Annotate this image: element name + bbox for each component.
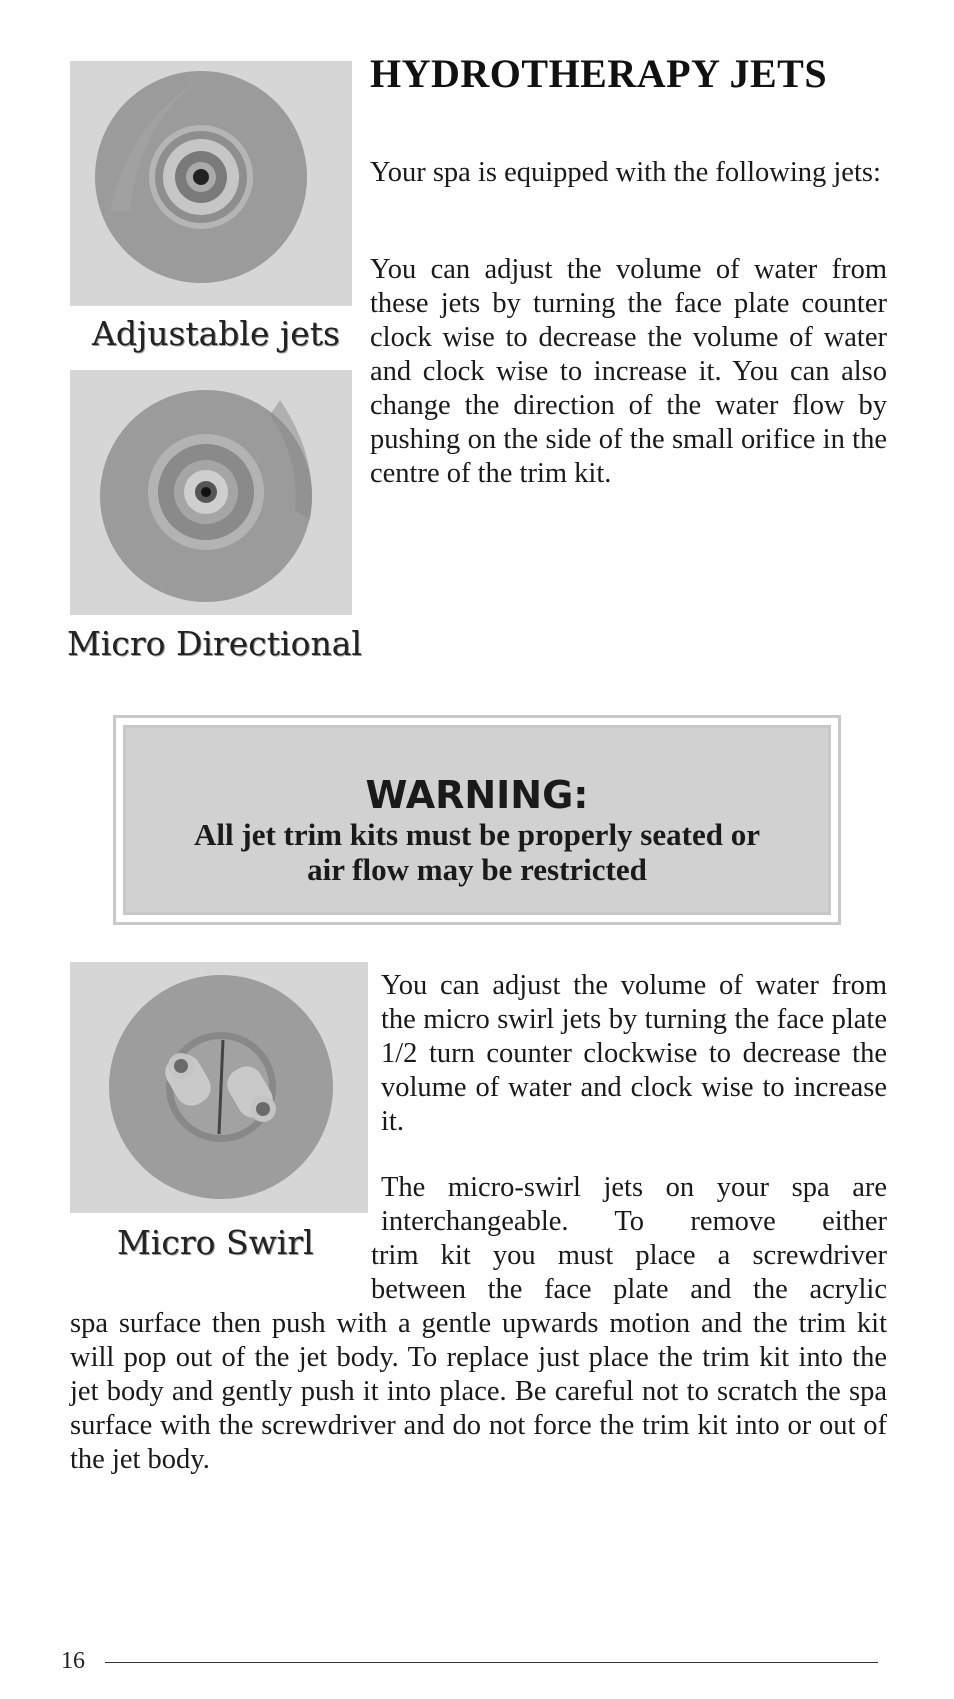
warning-inner-panel bbox=[123, 725, 831, 915]
removal-paragraph-rest: spa surface then push with a gentle upwards motion and the trim kit will pop out of the jet body. To replace just place the trim kit into the jet body and gently push it into place. Be careful not to scratch the spa surface with the screwdriver and do not force the trim kit into or out of the jet body. bbox=[70, 1308, 887, 1475]
swirl-adjustment-paragraph: You can adjust the volume of water from the micro swirl jets by turning the face plate 1/2 turn counter clockwise to decrease the volume of water and clock wise to increase it. bbox=[381, 970, 887, 1137]
micro-swirl-jet-icon bbox=[70, 962, 368, 1213]
removal-line-1: The micro-swirl jets on your spa are bbox=[381, 1172, 887, 1203]
warning-title: WARNING: bbox=[365, 773, 589, 817]
micro-directional-caption: Micro Directional bbox=[67, 624, 362, 663]
page-title: HYDROTHERAPY JETS bbox=[370, 51, 828, 96]
page-number: 16 bbox=[61, 1648, 85, 1674]
micro-swirl-jet-photo bbox=[70, 962, 368, 1213]
adjustment-paragraph: You can adjust the volume of water from these jets by turning the face plate counter clock wise to decrease the volume of water and clock wise to increase it. You can also change the direction of the water flow by pushing on the side of the small orifice in the centre of the trim kit. bbox=[370, 254, 887, 489]
warning-line-1: All jet trim kits must be properly seated or bbox=[194, 817, 760, 852]
adjustable-jets-caption: Adjustable jets bbox=[92, 314, 340, 353]
adjustable-jet-photo bbox=[70, 61, 352, 306]
warning-line-2: air flow may be restricted bbox=[307, 852, 647, 887]
removal-line-2: interchangeable. To remove either bbox=[381, 1206, 887, 1237]
micro-swirl-caption: Micro Swirl bbox=[117, 1223, 314, 1262]
intro-paragraph: Your spa is equipped with the following jets: bbox=[370, 157, 881, 188]
micro-directional-jet-photo bbox=[70, 370, 352, 615]
removal-line-4: between the face plate and the acrylic bbox=[371, 1274, 887, 1305]
warning-box bbox=[113, 715, 841, 925]
removal-line-3: trim kit you must place a screwdriver bbox=[371, 1240, 887, 1271]
adjustable-jet-icon bbox=[70, 61, 352, 306]
footer-rule bbox=[105, 1662, 878, 1663]
micro-directional-jet-icon bbox=[70, 370, 352, 615]
